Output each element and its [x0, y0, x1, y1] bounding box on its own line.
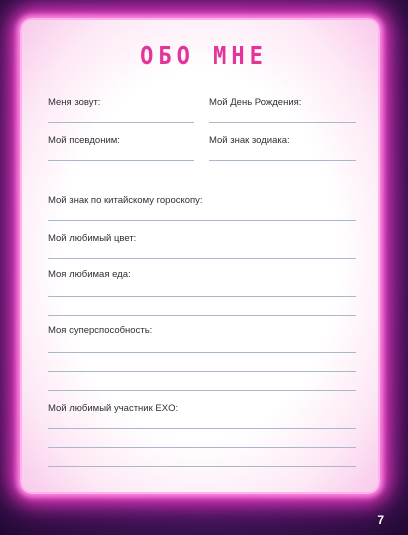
favorite-food-line-1[interactable] — [48, 296, 356, 297]
favorite-member-line-1[interactable] — [48, 428, 356, 429]
superpower-line-2[interactable] — [48, 371, 356, 372]
name-line[interactable] — [48, 122, 194, 123]
nickname-line[interactable] — [48, 160, 194, 161]
superpower-line-3[interactable] — [48, 390, 356, 391]
favorite-color-line[interactable] — [48, 258, 356, 259]
favorite-food-line-2[interactable] — [48, 315, 356, 316]
page-title: ОБО МНЕ — [140, 42, 268, 71]
label-zodiac: Мой знак зодиака: — [209, 135, 290, 146]
page-number: 7 — [377, 513, 384, 527]
about-me-card — [20, 18, 380, 494]
zodiac-line[interactable] — [209, 160, 356, 161]
label-favorite-member: Мой любимый участник EXO: — [48, 403, 179, 414]
favorite-member-line-3[interactable] — [48, 466, 356, 467]
birthday-line[interactable] — [209, 122, 356, 123]
favorite-member-line-2[interactable] — [48, 447, 356, 448]
superpower-line-1[interactable] — [48, 352, 356, 353]
chinese-horoscope-line[interactable] — [48, 220, 356, 221]
label-favorite-food: Моя любимая еда: — [48, 269, 131, 280]
label-name: Меня зовут: — [48, 97, 101, 108]
label-chinese-horoscope: Мой знак по китайскому гороскопу: — [48, 195, 203, 206]
label-birthday: Мой День Рождения: — [209, 97, 302, 108]
label-nickname: Мой псевдоним: — [48, 135, 120, 146]
label-favorite-color: Мой любимый цвет: — [48, 233, 137, 244]
label-superpower: Моя суперспособность: — [48, 325, 153, 336]
